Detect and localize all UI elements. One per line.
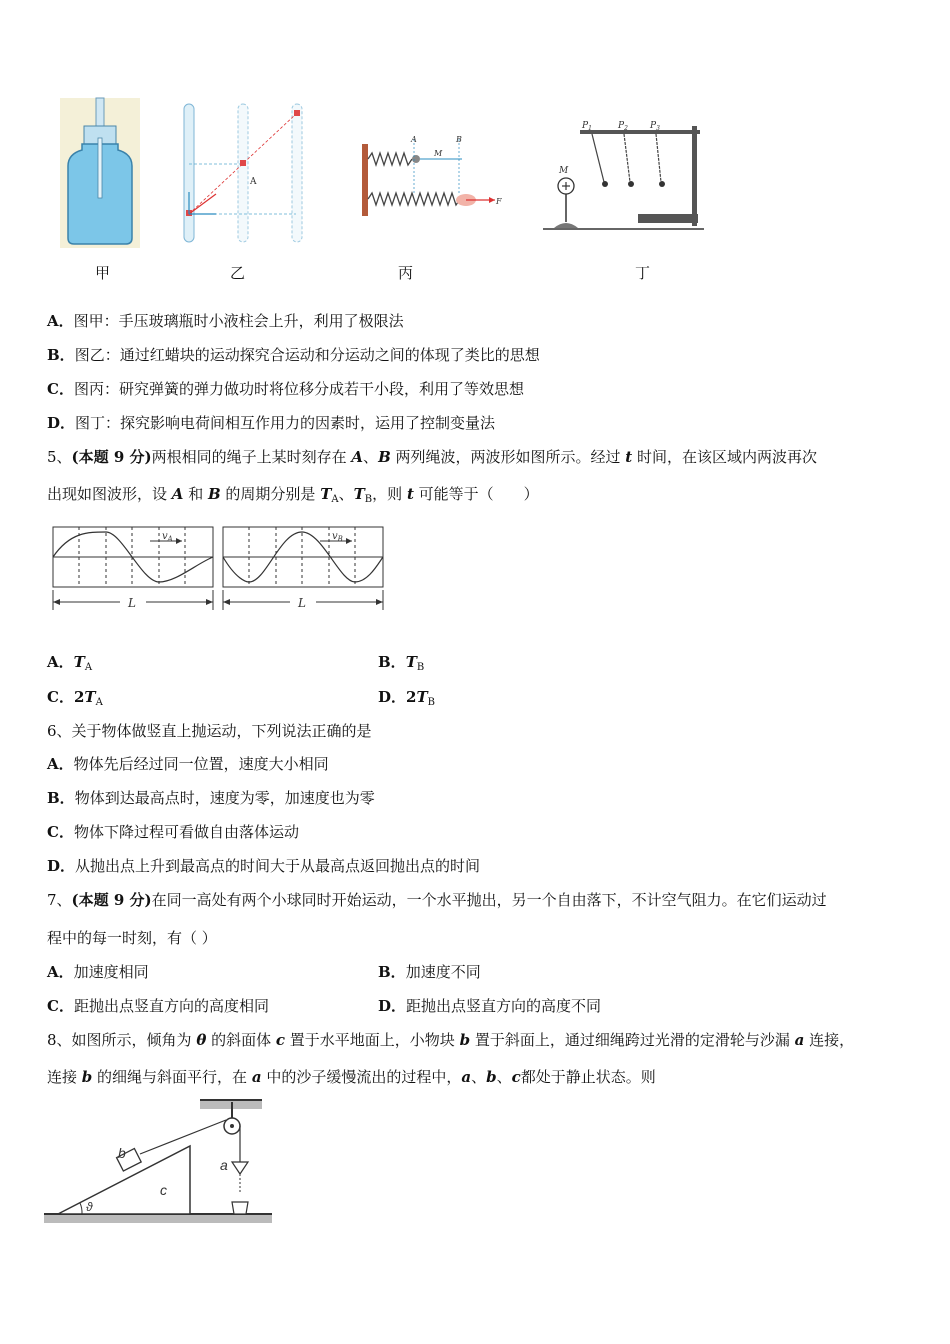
q5-fig-vB-sub: B bbox=[337, 535, 343, 543]
svg-text:vA bbox=[162, 531, 173, 543]
q5-fig-L2: L bbox=[298, 596, 306, 610]
q6-option-d[interactable]: D．从抛出点上升到最高点的时间大于从最高点返回抛出点的时间 bbox=[47, 857, 481, 875]
caption-jia: 甲 bbox=[95, 264, 111, 282]
svg-text:P1 bbox=[581, 121, 592, 132]
q5-option-d[interactable]: D．$2T_B$ bbox=[378, 688, 435, 708]
caption-bing: 丙 bbox=[398, 264, 414, 282]
q5-stem-line2: 出现如图波形，设 A 和 B 的周期分别是 $T_A$、$T_B$，则 t 可能等于（ ） bbox=[47, 485, 539, 505]
q5-fig-vA-sub: A bbox=[167, 535, 173, 543]
q5-fig-vB: v bbox=[332, 531, 338, 542]
figure-ding-pendulum bbox=[540, 118, 705, 233]
q5-fig-L1: L bbox=[128, 596, 136, 610]
q8-fig-label-a: a bbox=[220, 1157, 228, 1173]
q7-stem-line2: 程中的每一时刻，有（ ） bbox=[47, 929, 217, 947]
q5-fig-vA: v bbox=[162, 531, 168, 542]
q4-option-d[interactable]: D．图丁：探究影响电荷间相互作用力的因素时，运用了控制变量法 bbox=[47, 414, 496, 432]
q5-stem-line1: 5、(本题 9 分)两根相同的绳子上某时刻存在 A、B 两列绳波，两波形如图所示。经过 t 时间，在该区域内两波再次 bbox=[47, 448, 818, 466]
bing-label-M: M bbox=[434, 149, 443, 158]
q7-option-c[interactable]: C．距抛出点竖直方向的高度相同 bbox=[47, 997, 269, 1015]
bing-label-F: F bbox=[496, 197, 502, 206]
ding-label-P1-sub: 1 bbox=[588, 125, 592, 132]
figure-bing-spring bbox=[362, 134, 502, 219]
ding-label-P3: P bbox=[650, 121, 657, 131]
q7-option-b[interactable]: B．加速度不同 bbox=[378, 963, 481, 981]
caption-yi: 乙 bbox=[230, 264, 246, 282]
q8-fig-label-c: c bbox=[160, 1182, 167, 1198]
figure-jia-bottle bbox=[60, 98, 140, 248]
q5-option-a[interactable]: A．$T_A$ bbox=[47, 653, 93, 673]
q6-option-a[interactable]: A．物体先后经过同一位置，速度大小相同 bbox=[47, 755, 329, 773]
ding-label-M: M bbox=[559, 166, 569, 176]
figure-q5-waves bbox=[50, 524, 390, 616]
figure-yi-tubes bbox=[178, 104, 308, 249]
q4-option-c[interactable]: C．图丙：研究弹簧的弹力做功时将位移分成若干小段，利用了等效思想 bbox=[47, 380, 524, 398]
q8-stem-line2: 连接 b 的细绳与斜面平行，在 a 中的沙子缓慢流出的过程中，a、b、c都处于静止状态。则 bbox=[47, 1068, 656, 1086]
q5-option-b[interactable]: B．$T_B$ bbox=[378, 653, 425, 673]
q5-option-c[interactable]: C．$2T_A$ bbox=[47, 688, 103, 708]
caption-ding: 丁 bbox=[635, 264, 651, 282]
svg-text:P2 bbox=[617, 121, 628, 132]
q8-fig-label-b: b bbox=[118, 1145, 126, 1161]
bing-label-B: B bbox=[456, 135, 462, 144]
bing-label-A: A bbox=[411, 135, 417, 144]
q8-fig-label-theta: ϑ bbox=[86, 1200, 93, 1214]
q6-stem: 6、关于物体做竖直上抛运动，下列说法正确的是 bbox=[47, 722, 372, 740]
q7-option-a[interactable]: A．加速度相同 bbox=[47, 963, 149, 981]
ding-label-P3-sub: 3 bbox=[656, 125, 660, 132]
q8-stem-line1: 8、如图所示，倾角为 θ 的斜面体 c 置于水平地面上，小物块 b 置于斜面上，通过细绳跨过光滑的定滑轮与沙漏 a 连接， bbox=[47, 1031, 855, 1049]
q7-stem-line1: 7、(本题 9 分)在同一高处有两个小球同时开始运动，一个水平抛出，另一个自由落下，不计空气阻力。在它们运动过 bbox=[47, 891, 827, 909]
q7-option-d[interactable]: D．距抛出点竖直方向的高度不同 bbox=[378, 997, 602, 1015]
svg-text:vB bbox=[332, 531, 343, 543]
q6-option-b[interactable]: B．物体到达最高点时，速度为零，加速度也为零 bbox=[47, 789, 375, 807]
ding-label-P2: P bbox=[618, 121, 625, 131]
svg-text:P3 bbox=[649, 121, 660, 132]
ding-label-P2-sub: 2 bbox=[624, 125, 628, 132]
q6-option-c[interactable]: C．物体下降过程可看做自由落体运动 bbox=[47, 823, 299, 841]
yi-label-A: A bbox=[250, 177, 257, 187]
q4-option-b[interactable]: B．图乙：通过红蜡块的运动探究合运动和分运动之间的体现了类比的思想 bbox=[47, 346, 540, 364]
q4-option-a[interactable]: A．图甲：手压玻璃瓶时小液柱会上升，利用了极限法 bbox=[47, 312, 404, 330]
ding-label-P1: P bbox=[582, 121, 589, 131]
figure-q8-incline bbox=[44, 1098, 276, 1226]
